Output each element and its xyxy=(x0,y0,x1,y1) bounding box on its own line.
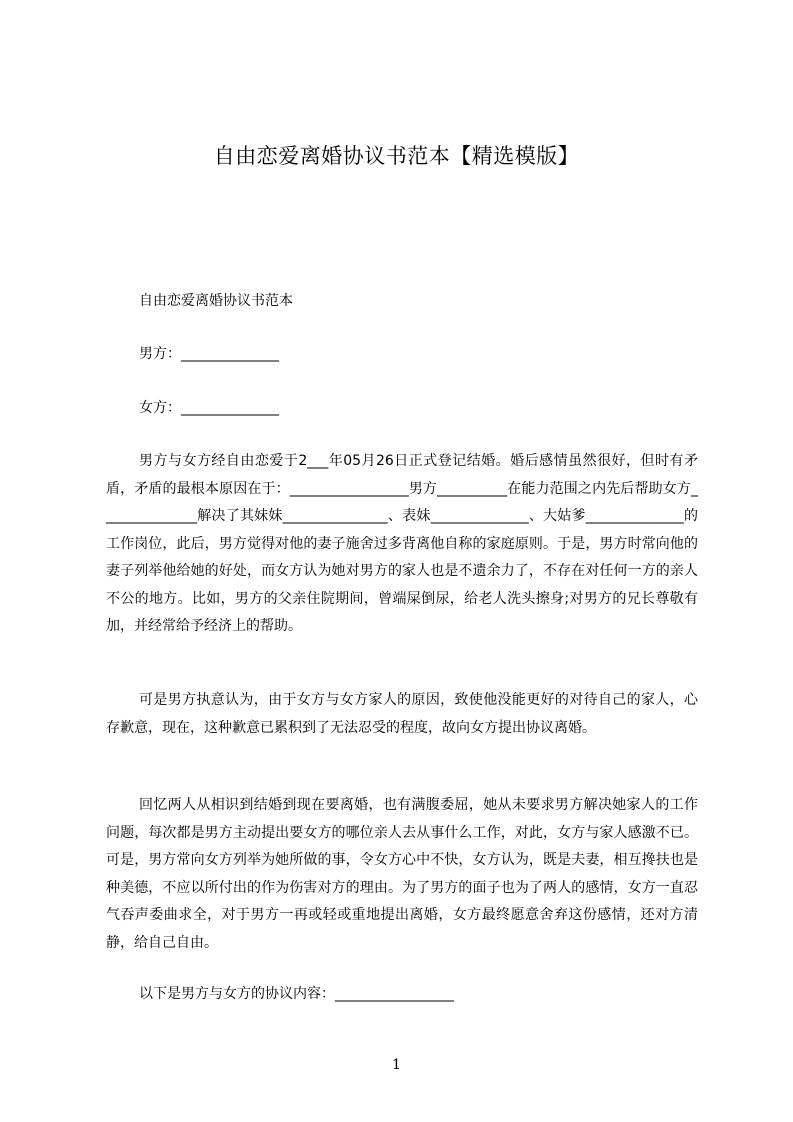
page-number: 1 xyxy=(392,1057,401,1073)
paragraph-wife-recollection: 回忆两人从相识到结婚到现在要离婚，也有满腹委屈，她从未要求男方解决她家人的工作问题，每次都是男方主动提出要女方的哪位亲人去从事什么工作，对此，女方与家人感激不已。可是，男方常向女方列举为她所做的事，令女方心中不快，女方认为，既是夫妻，相互搀扶也是种美德，不应以所付出的作为伤害对方的理由。为了男方的面子也为了两人的感情，女方一直忍气吞声委曲求全，对于男方一再或轻或重地提出离婚，女方最终愿意舍弃这份感情，还对方清静，给自己自由。 xyxy=(106,797,698,951)
paragraph-husband-reason: 可是男方执意认为，由于女方与女方家人的原因，致使他没能更好的对待自己的家人，心存歉意，现在，这种歉意已累积到了无法忍受的程度，故向女方提出协议离婚。 xyxy=(106,692,698,736)
document-title: 自由恋爱离婚协议书范本【精选模版】 xyxy=(213,144,580,168)
wife-field: 女方：______________ xyxy=(139,400,279,416)
paragraph-marriage-background: 男方与女方经自由恋爱于2___年05月26日正式登记结婚。婚后感情虽然很好，但时有矛盾，矛盾的最根本原因在于：_________________男方__________在能力范围之内先后帮助女方______________解决了其妹妹_______________、表妹______________、大姑爹______________的工作岗位，此后，男方觉得对他的妻子施舍过多背离他自称的家庭原则。于是，男方时常向他的妻子列举他给她的好处，而女方认为她对男方的家人也是不遗余力了，不存在对任何一方的亲人不公的地方。比如，男方的父亲住院期间，曾端屎倒尿，给老人洗头擦身;对男方的兄长尊敬有加，并经常给予经济上的帮助。 xyxy=(106,453,698,634)
agreement-intro: 以下是男方与女方的协议内容：_________________ xyxy=(139,986,454,1002)
document-subtitle: 自由恋爱离婚协议书范本 xyxy=(139,293,293,309)
husband-field: 男方：______________ xyxy=(139,346,279,362)
